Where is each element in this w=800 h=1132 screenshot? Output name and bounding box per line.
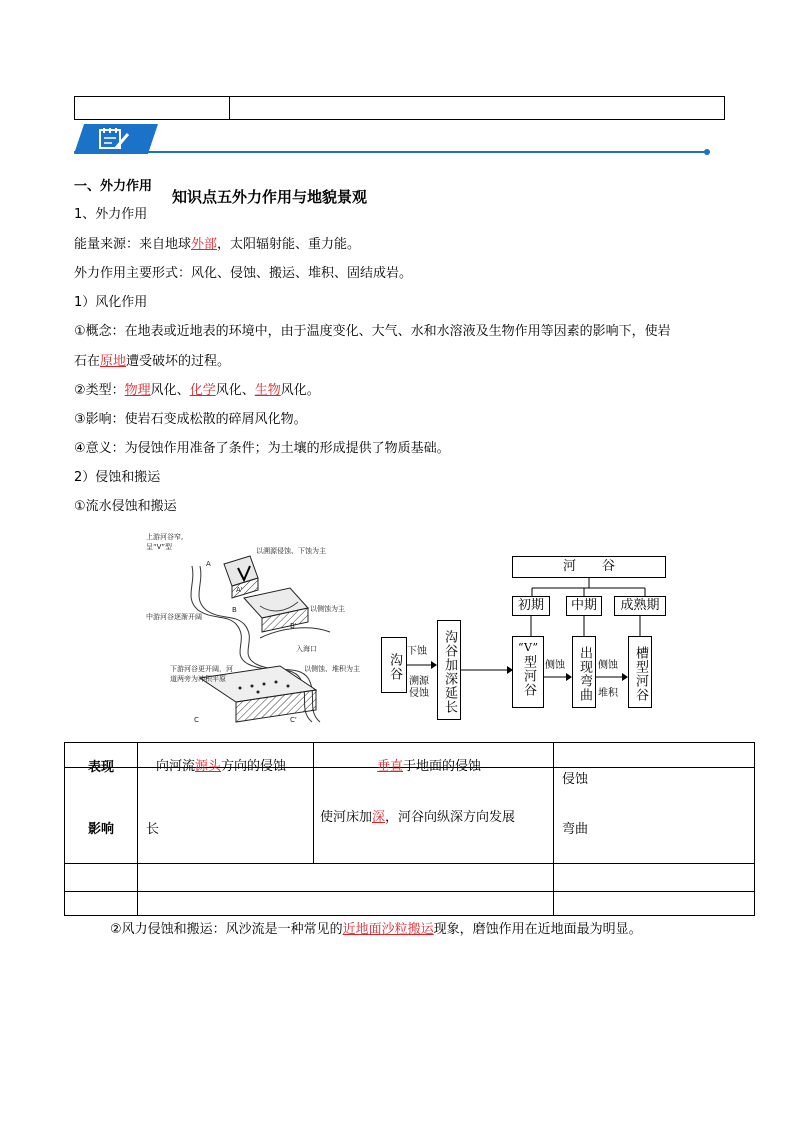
valley-title-box: 河 谷 bbox=[512, 556, 666, 578]
v-valley-quote: “V” bbox=[518, 641, 538, 654]
middle-box: 中期 bbox=[566, 596, 602, 616]
arrow-3 bbox=[544, 672, 572, 682]
concept-line-1: ①概念：在地表或近地表的环境中，由于温度变化、大气、水和水溶液及生物作用等因素的影响下，使岩 bbox=[74, 324, 671, 339]
v-valley-box bbox=[512, 636, 544, 708]
bend-box: 出现弯曲 bbox=[572, 636, 596, 708]
erosion-table bbox=[64, 742, 755, 916]
wind-erosion-line: ②风力侵蚀和搬运：风沙流是一种常见的近地面沙粒搬运现象，磨蚀作用在近地面最为明显。 bbox=[110, 922, 642, 937]
row-label-impact: 影响 bbox=[88, 822, 115, 837]
cell-headward: 向河流源头方向的侵蚀 bbox=[156, 759, 287, 774]
notepad-icon bbox=[96, 126, 132, 152]
erosion-title: 2）侵蚀和搬运 bbox=[74, 470, 161, 485]
concept-line-2: 石在原地遭受破坏的过程。 bbox=[74, 354, 231, 369]
impact-line: ③影响：使岩石变成松散的碎屑风化物。 bbox=[74, 412, 307, 427]
point-a: A bbox=[206, 560, 211, 568]
river-sketch bbox=[140, 528, 380, 738]
meaning-line: ④意义：为侵蚀作用准备了条件；为土壤的形成提供了物质基础。 bbox=[74, 441, 450, 456]
v-valley-rest: 型河谷 bbox=[521, 655, 536, 697]
estuary-label: 入海口 bbox=[296, 645, 317, 653]
mid-label: 中游河谷逐渐开阔 bbox=[146, 613, 202, 621]
header-table bbox=[74, 96, 725, 120]
lower-label-1: 下游河谷更开阔，河 bbox=[170, 665, 233, 673]
deepen-box: 沟谷加深延长 bbox=[437, 620, 461, 720]
trough-box: 槽型河谷 bbox=[628, 636, 652, 708]
cell-lateral: 侵蚀 bbox=[562, 772, 589, 787]
lower-note: 以侧蚀、堆积为主 bbox=[304, 665, 360, 673]
early-box: 初期 bbox=[512, 596, 550, 616]
banner-rule bbox=[74, 151, 708, 153]
heading-external-forces: 一、外力作用 bbox=[74, 179, 153, 194]
row-label-performance: 表现 bbox=[88, 760, 115, 775]
arrow-2 bbox=[461, 665, 513, 675]
weathering-title: 1）风化作用 bbox=[74, 295, 148, 310]
point-c-prime: C' bbox=[290, 716, 297, 724]
stage-connectors bbox=[512, 616, 666, 636]
fluvial-title: ①流水侵蚀和搬运 bbox=[74, 499, 177, 514]
cell-bend: 弯曲 bbox=[562, 822, 589, 837]
lateral-1: 侧蚀 bbox=[545, 660, 565, 671]
energy-source: 能量来源：来自地球外部，太阳辐射能、重力能。 bbox=[74, 237, 361, 252]
gully-box: 沟谷 bbox=[381, 637, 407, 693]
point-b-prime: B' bbox=[290, 622, 297, 630]
arrow-1-bottom-2: 侵蚀 bbox=[409, 688, 429, 699]
arrow-1 bbox=[407, 660, 437, 670]
lateral-2: 侧蚀 bbox=[598, 660, 618, 671]
upper-label-1: 上游河谷窄, bbox=[146, 533, 184, 541]
point-c: C bbox=[194, 716, 199, 724]
banner-rule-end bbox=[704, 149, 710, 155]
arrow-1-top: 下蚀 bbox=[407, 646, 427, 657]
cell-deepen: 使河床加深，河谷向纵深方向发展 bbox=[320, 810, 516, 825]
lower-label-2: 道两旁为冲积平原 bbox=[170, 675, 226, 683]
valley-branches bbox=[512, 578, 666, 598]
point-b: B bbox=[232, 606, 237, 614]
header-table-divider bbox=[229, 97, 230, 119]
mature-box: 成熟期 bbox=[614, 596, 666, 616]
deposit-label: 堆积 bbox=[598, 688, 618, 699]
arrow-1-bottom-1: 溯源 bbox=[409, 676, 429, 687]
upper-label-2: 呈“V”型 bbox=[146, 543, 173, 551]
subheading-1: 1、外力作用 bbox=[74, 207, 148, 222]
section-title: 知识点五外力作用与地貌景观 bbox=[172, 188, 368, 206]
mid-note: 以侧蚀为主 bbox=[310, 605, 345, 613]
forms-line: 外力作用主要形式：风化、侵蚀、搬运、堆积、固结成岩。 bbox=[74, 266, 413, 281]
cell-lengthen: 长 bbox=[146, 822, 160, 837]
upper-note: 以溯源侵蚀、下蚀为主 bbox=[256, 547, 326, 555]
arrow-4 bbox=[596, 672, 628, 682]
point-a-prime: A' bbox=[236, 586, 243, 594]
types-line: ②类型：物理风化、化学风化、生物风化。 bbox=[74, 383, 320, 398]
cell-downcutting: 垂直于地面的侵蚀 bbox=[377, 759, 482, 774]
